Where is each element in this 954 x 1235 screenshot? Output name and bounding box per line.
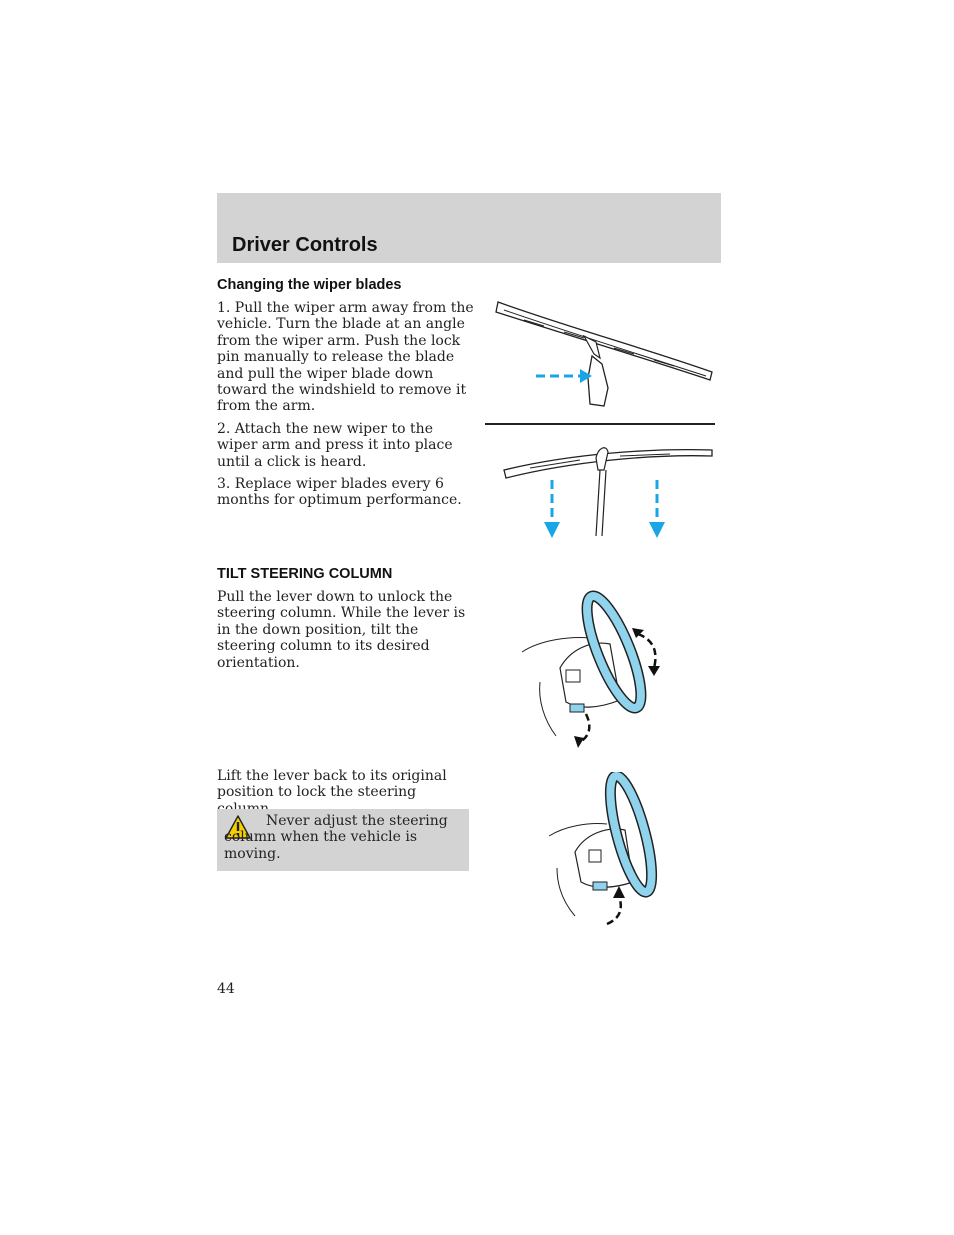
warning-box: [217, 809, 469, 871]
section-header: [217, 193, 721, 263]
figure-divider: [485, 423, 715, 425]
page-number: 44: [217, 981, 235, 997]
wiper-install-illustration: [500, 440, 716, 540]
wiper-step-1: 1. Pull the wiper arm away from the vehicle. Turn the blade at an angle from the wiper arm. Push the lock pin manually to release the blade and pull the wiper blade down toward the windshield to remove it from the arm.: [217, 300, 474, 415]
warning-text: Never adjust the steering column when the vehicle is moving.: [224, 813, 448, 862]
section-title: Driver Controls: [232, 234, 378, 256]
tilt-paragraph-1: Pull the lever down to unlock the steering column. While the lever is in the down position, tilt the steering column to its desired orientation.: [217, 589, 466, 671]
wiper-step-3: 3. Replace wiper blades every 6 months for optimum performance.: [217, 476, 462, 509]
wiper-step-2: 2. Attach the new wiper to the wiper arm and press it into place until a click is heard.: [217, 421, 453, 470]
wiper-removal-illustration: [484, 298, 716, 410]
tilt-heading: TILT STEERING COLUMN: [217, 566, 393, 582]
wiper-heading: Changing the wiper blades: [217, 277, 402, 293]
steering-lock-illustration: [545, 772, 675, 932]
tilt-paragraph-2: Lift the lever back to its original position to lock the steering: [217, 768, 447, 801]
steering-unlock-illustration: [520, 590, 670, 750]
